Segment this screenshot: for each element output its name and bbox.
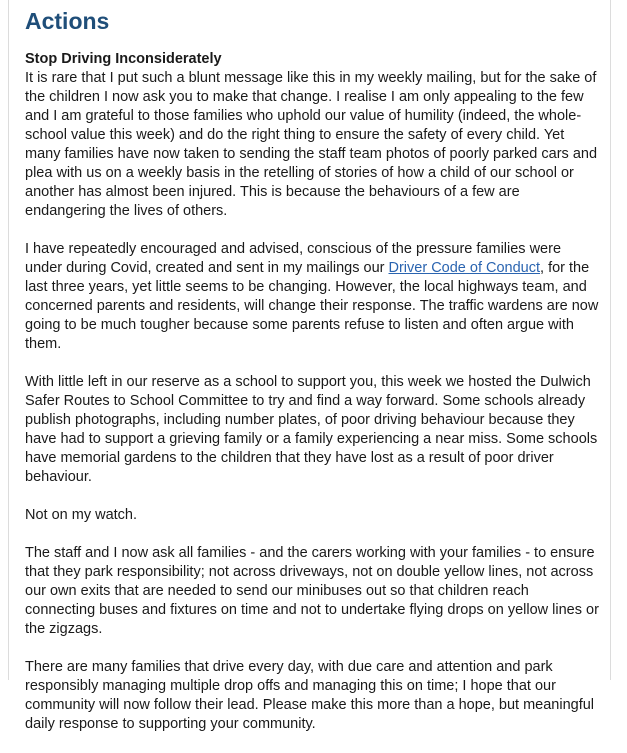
newsletter-content bbox=[25, 0, 600, 753]
driver-code-of-conduct-link[interactable]: Driver Code of Conduct bbox=[388, 260, 541, 276]
paragraph-5: The staff and I now ask all families - and the carers working with your families - to ensure that they park responsibility; not across driveways, not on double yellow lines, not across our own exits that are needed to send our minibuses out so that children reach connecting buses and fixtures on time and not to undertake flying drops on yellow lines or the zigzags. bbox=[25, 545, 599, 637]
paragraph-3: With little left in our reserve as a school to support you, this week we hosted the Dulwich Safer Routes to School Committee to try and find a way forward. Some schools already publish photographs, including number plates, of poor driving behaviour because they have had to support a grieving family or a family experiencing a near miss. Some schools have memorial gardens to the children that they have lost as a result of poor driver behaviour. bbox=[25, 374, 598, 485]
section-subheading: Stop Driving Inconsiderately bbox=[25, 51, 222, 67]
paragraph-4: Not on my watch. bbox=[25, 507, 138, 523]
paragraph-2-text-start: I have repeatedly encouraged and advised, conscious of the pressure families were under during Covid, created and sent in my mailings our bbox=[25, 241, 562, 276]
paragraph-2-text-end: , for the last three years, yet little seems to be changing. However, the local highways team, and concerned parents and residents, will change their response. The traffic wardens are now going to be much tougher because some parents refuse to listen and often argue with them. bbox=[25, 260, 599, 352]
section-heading: Actions bbox=[25, 8, 110, 34]
paragraph-6: There are many families that drive every day, with due care and attention and park responsibly managing multiple drop offs and managing this on time; I hope that our community will now follow their lead. Please make this more than a hope, but meaningful daily response to supporting your community. bbox=[25, 659, 595, 732]
paragraph-1: It is rare that I put such a blunt message like this in my weekly mailing, but for the sake of the children I now ask you to make that change. I realise I am only appealing to the few and I am grateful to those families who uphold our value of humility (indeed, the whole-school value this week) and do the right thing to ensure the safety of every child. Yet many families have now taken to sending the staff team photos of poorly parked cars and plea with us on a weekly basis in the retelling of stories of how a child of our school or another has almost been injured. This is because the behaviours of a few are endangering the lives of others. bbox=[25, 70, 598, 219]
paragraph-2 bbox=[25, 240, 600, 354]
